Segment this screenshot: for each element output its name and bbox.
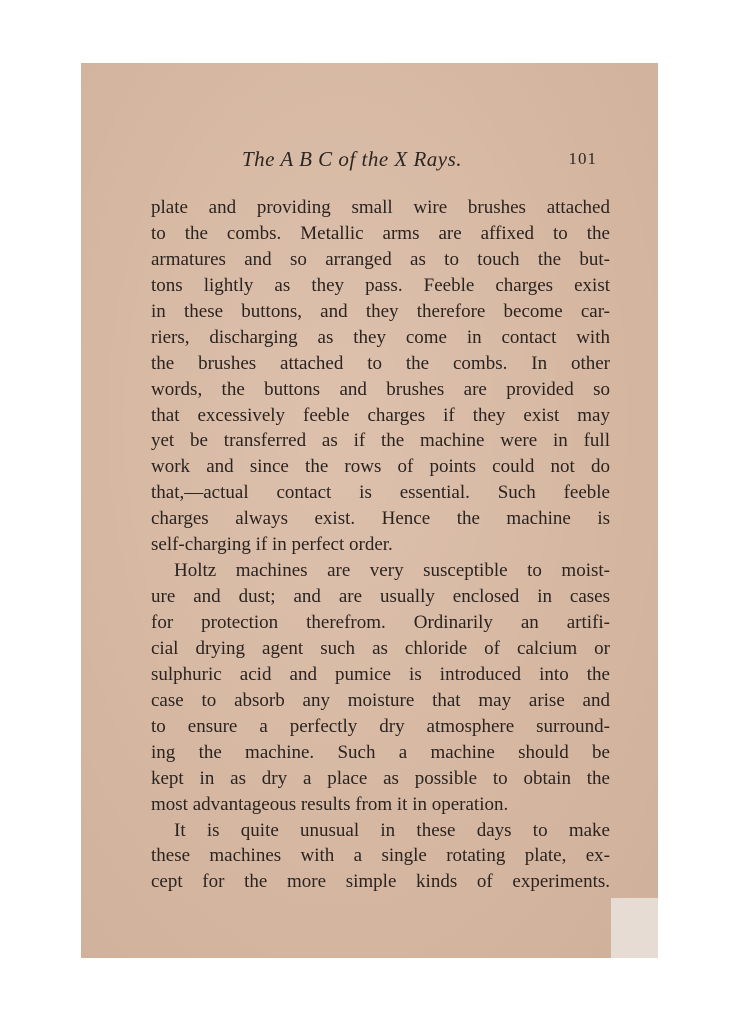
- text-line: words, the buttons and brushes are provided so: [151, 378, 610, 400]
- text-line: ure and dust; and are usually enclosed in cases: [151, 586, 610, 608]
- text-line: in these buttons, and they therefore become car-: [151, 300, 610, 322]
- text-line: work and since the rows of points could not do: [151, 456, 610, 478]
- text-line: case to absorb any moisture that may arise and: [151, 689, 610, 711]
- page-number: 101: [568, 149, 597, 168]
- text-line: to ensure a perfectly dry atmosphere surround-: [151, 715, 610, 737]
- text-line: cept for the more simple kinds of experiments.: [151, 871, 610, 893]
- text-line: tons lightly as they pass. Feeble charges exist: [151, 274, 610, 296]
- text-line: self-charging if in perfect order.: [151, 534, 393, 556]
- text-line: cial drying agent such as chloride of calcium or: [151, 637, 610, 659]
- text-line: plate and providing small wire brushes attached: [151, 197, 610, 218]
- text-line: to the combs. Metallic arms are affixed to the: [151, 222, 610, 244]
- text-line: for protection therefrom. Ordinarily an artifi-: [151, 612, 610, 633]
- text-line: kept in as dry a place as possible to obtain the: [151, 767, 610, 789]
- text-line: sulphuric acid and pumice is introduced into the: [151, 663, 610, 685]
- book-page: [81, 63, 658, 958]
- body-text: [151, 195, 610, 895]
- text-line: riers, discharging as they come in contact with: [151, 326, 610, 348]
- page-header: [242, 147, 597, 175]
- text-line: charges always exist. Hence the machine is: [151, 508, 610, 530]
- text-line: the brushes attached to the combs. In other: [151, 352, 610, 374]
- text-line: ing the machine. Such a machine should be: [151, 741, 610, 763]
- text-line: armatures and so arranged as to touch the but-: [151, 248, 610, 270]
- running-title: The A B C of the X Rays.: [242, 147, 463, 171]
- text-line: that,—actual contact is essential. Such feeble: [151, 482, 610, 504]
- text-line: most advantageous results from it in operation.: [151, 793, 509, 815]
- page-corner-tear: [611, 898, 658, 958]
- text-line: these machines with a single rotating plate, ex-: [151, 845, 610, 867]
- text-line: that excessively feeble charges if they exist may: [151, 404, 610, 426]
- text-line: yet be transferred as if the machine were in full: [151, 430, 610, 452]
- text-line: Holtz machines are very susceptible to moist-: [174, 560, 610, 582]
- text-line: It is quite unusual in these days to make: [174, 819, 610, 841]
